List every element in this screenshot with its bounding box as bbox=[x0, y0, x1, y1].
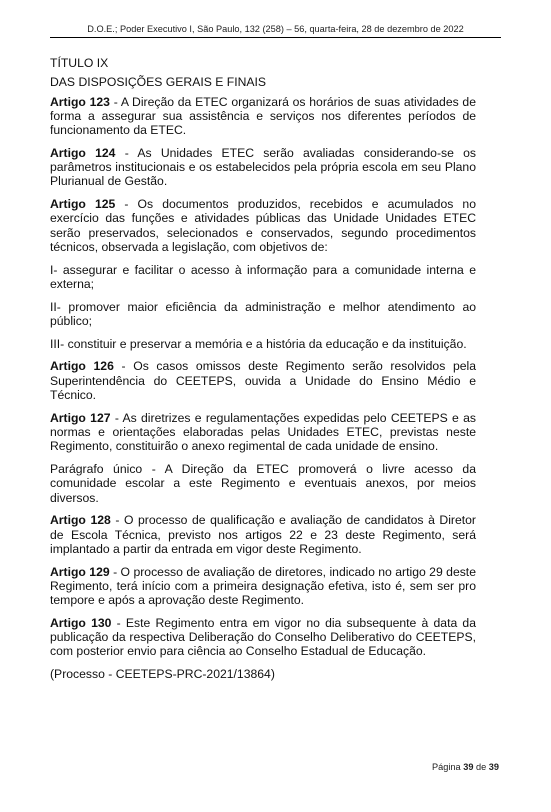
article-label: Artigo 126 bbox=[50, 359, 114, 374]
list-item-3: III- constituir e preservar a memória e a história da educação e da instituição. bbox=[50, 336, 467, 351]
list-item-2: II- promover maior eficiência da administração e melhor atendimento ao público; bbox=[50, 299, 476, 329]
paragrafo-unico: Parágrafo único - A Direção da ETEC promoverá o livre acesso da comunidade escolar a este Regimento e eventuais anexos, por meios diversos. bbox=[50, 461, 476, 505]
list-item-1: I- assegurar e facilitar o acesso à informação para a comunidade interna e externa; bbox=[50, 262, 476, 292]
section-subtitle: DAS DISPOSIÇÕES GERAIS E FINAIS bbox=[50, 75, 267, 90]
article-text: - O processo de qualificação e avaliação de candidatos à Diretor de Escola Técnica, previsto nos artigos 22 e 23 deste Regimento, será implantado a partir da entrada em vigor deste Regimento. bbox=[50, 513, 476, 556]
article-123 bbox=[50, 95, 476, 138]
article-124 bbox=[50, 146, 476, 189]
article-label: Artigo 124 bbox=[50, 145, 116, 160]
page-prefix: Página bbox=[432, 762, 464, 772]
article-label: Artigo 125 bbox=[50, 197, 116, 212]
article-128 bbox=[50, 513, 476, 556]
article-label: Artigo 129 bbox=[50, 564, 110, 579]
article-label: Artigo 123 bbox=[50, 94, 110, 109]
processo-reference: (Processo - CEETEPS-PRC-2021/13864) bbox=[50, 667, 275, 682]
article-text: - Os casos omissos deste Regimento serão resolvidos pela Superintendência do CEETEPS, ouvida a Unidade do Ensino Médio e Técnico. bbox=[50, 359, 476, 402]
article-125 bbox=[50, 197, 476, 254]
article-text: - Este Regimento entra em vigor no dia subsequente à data da publicação da respectiva Deliberação do Conselho Deliberativo do CEETEPS, com posterior envio para ciência ao Conselho Estadual de Educação. bbox=[50, 615, 476, 659]
article-text: - A Direção da ETEC organizará os horários de suas atividades de forma a assegurar sua assistência e serviços nos diferentes períodos de funcionamento da ETEC. bbox=[50, 94, 476, 138]
article-129 bbox=[50, 565, 476, 608]
total-pages: 39 bbox=[488, 762, 499, 772]
article-127 bbox=[50, 411, 476, 454]
article-label: Artigo 130 bbox=[50, 615, 112, 630]
section-title: TÍTULO IX bbox=[50, 56, 109, 70]
article-text: - O processo de avaliação de diretores, indicado no artigo 29 deste Regimento, terá início com a primeira designação efetiva, isto é, sem ser pro tempore e após a aprovação deste Regimento. bbox=[50, 564, 476, 608]
article-label: Artigo 128 bbox=[50, 513, 111, 528]
article-text: - Os documentos produzidos, recebidos e acumulados no exercício das funções e atividades públicas das Unidade Unidades ETEC serão preservados, selecionados e conservados, segundo procedimentos técnicos, observada a legislação, com objetivos de: bbox=[50, 197, 476, 255]
article-130 bbox=[50, 616, 476, 659]
current-page: 39 bbox=[463, 762, 474, 772]
page-header: D.O.E.; Poder Executivo I, São Paulo, 132 (258) – 56, quarta-feira, 28 de dezembro de 2022 bbox=[50, 24, 501, 38]
article-text: - As Unidades ETEC serão avaliadas considerando-se os parâmetros institucionais e os estabelecidos pela própria escola em seu Plano Plurianual de Gestão. bbox=[50, 145, 476, 189]
page-number bbox=[432, 762, 499, 772]
article-126 bbox=[50, 359, 476, 402]
page-of: de bbox=[473, 762, 489, 772]
article-label: Artigo 127 bbox=[50, 410, 111, 425]
document-body bbox=[50, 56, 476, 690]
article-text: - As diretrizes e regulamentações expedidas pelo CEETEPS e as normas e orientações elaboradas pelas Unidades ETEC, previstas neste Regimento, constituirão o anexo regimental de cada unidade de ensino. bbox=[50, 410, 476, 454]
